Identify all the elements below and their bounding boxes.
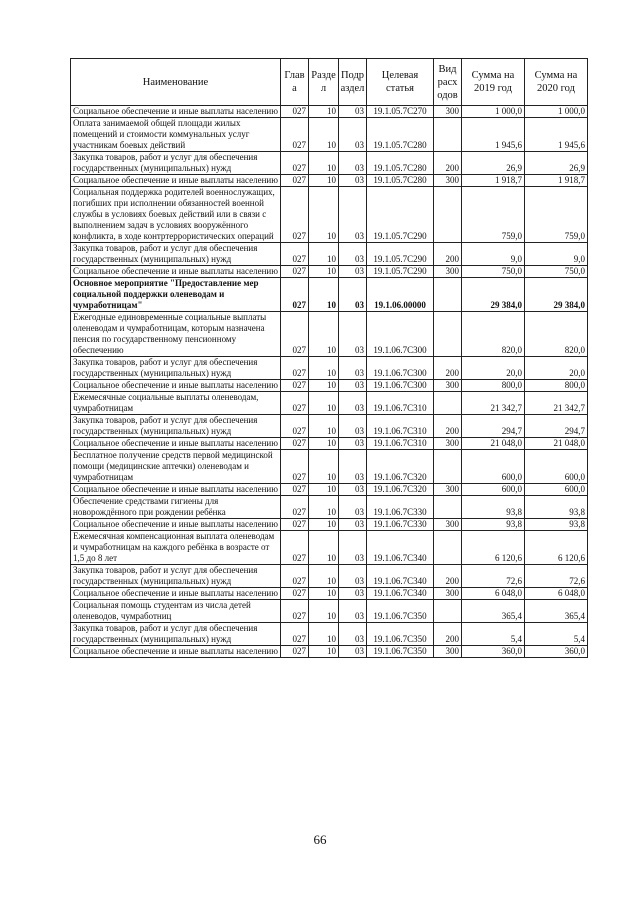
cell-vid: 300 <box>434 106 462 118</box>
table-row <box>71 175 588 187</box>
cell-sum-2019: 759,0 <box>462 187 525 243</box>
cell-target: 19.1.05.7С280 <box>367 152 434 175</box>
cell-vid <box>434 450 462 484</box>
cell-podrazdel: 03 <box>339 243 367 266</box>
cell-sum-2019: 1 000,0 <box>462 106 525 118</box>
table-row <box>71 438 588 450</box>
cell-vid <box>434 496 462 519</box>
cell-razdel: 10 <box>309 484 339 496</box>
table-row <box>71 392 588 415</box>
cell-vid <box>434 392 462 415</box>
cell-target: 19.1.06.7С310 <box>367 392 434 415</box>
cell-razdel: 10 <box>309 175 339 187</box>
cell-podrazdel: 03 <box>339 646 367 658</box>
cell-name: Социальное обеспечение и иные выплаты населению <box>71 175 281 187</box>
header-name: Наименование <box>71 59 281 106</box>
cell-podrazdel: 03 <box>339 357 367 380</box>
table-row <box>71 496 588 519</box>
cell-sum-2019: 21 342,7 <box>462 392 525 415</box>
cell-sum-2020: 820,0 <box>525 312 588 357</box>
cell-glava: 027 <box>281 243 309 266</box>
cell-target: 19.1.05.7С290 <box>367 243 434 266</box>
cell-sum-2020: 365,4 <box>525 600 588 623</box>
cell-name: Бесплатное получение средств первой медицинской помощи (медицинские аптечки) оленеводам и чумработницам <box>71 450 281 484</box>
table-row <box>71 380 588 392</box>
cell-sum-2019: 93,8 <box>462 519 525 531</box>
cell-name: Ежемесячные социальные выплаты оленеводам, чумработницам <box>71 392 281 415</box>
cell-sum-2019: 21 048,0 <box>462 438 525 450</box>
cell-razdel: 10 <box>309 187 339 243</box>
page-number: 66 <box>313 832 327 847</box>
cell-glava: 027 <box>281 266 309 278</box>
cell-sum-2019: 600,0 <box>462 484 525 496</box>
table-row <box>71 588 588 600</box>
header-sum-2019: Сумма на 2019 год <box>462 59 525 106</box>
cell-sum-2019: 365,4 <box>462 600 525 623</box>
table-row <box>71 152 588 175</box>
cell-sum-2019: 20,0 <box>462 357 525 380</box>
cell-name: Обеспечение средствами гигиены для новорождённого при рождении ребёнка <box>71 496 281 519</box>
cell-target: 19.1.06.7С300 <box>367 357 434 380</box>
cell-podrazdel: 03 <box>339 565 367 588</box>
cell-name: Социальное обеспечение и иные выплаты населению <box>71 106 281 118</box>
table-row <box>71 600 588 623</box>
cell-sum-2019: 360,0 <box>462 646 525 658</box>
cell-name: Основное мероприятие "Предоставление мер социальной поддержки оленеводам и чумработницам" <box>71 278 281 312</box>
table-row <box>71 450 588 484</box>
cell-name: Закупка товаров, работ и услуг для обеспечения государственных (муниципальных) нужд <box>71 152 281 175</box>
cell-name: Социальная поддержка родителей военнослужащих, погибших при исполнении обязанностей военной службы в условиях боевых действий или в связи с выполнением задач в условиях вооружённого конфликта, в ходе контртеррористических операций <box>71 187 281 243</box>
cell-podrazdel: 03 <box>339 392 367 415</box>
cell-vid: 200 <box>434 623 462 646</box>
cell-vid <box>434 118 462 152</box>
cell-sum-2020: 26,9 <box>525 152 588 175</box>
cell-sum-2019: 5,4 <box>462 623 525 646</box>
cell-glava: 027 <box>281 312 309 357</box>
cell-glava: 027 <box>281 519 309 531</box>
cell-glava: 027 <box>281 623 309 646</box>
cell-razdel: 10 <box>309 588 339 600</box>
cell-name: Закупка товаров, работ и услуг для обеспечения государственных (муниципальных) нужд <box>71 415 281 438</box>
cell-target: 19.1.06.7С320 <box>367 450 434 484</box>
cell-razdel: 10 <box>309 496 339 519</box>
cell-razdel: 10 <box>309 392 339 415</box>
header-podrazdel: Подр аздел <box>339 59 367 106</box>
cell-name: Социальное обеспечение и иные выплаты населению <box>71 484 281 496</box>
cell-name: Ежегодные единовременные социальные выплаты оленеводам и чумработницам, которым назначена пенсия по государственному пенсионному обеспечению <box>71 312 281 357</box>
cell-sum-2019: 9,0 <box>462 243 525 266</box>
cell-podrazdel: 03 <box>339 531 367 565</box>
cell-sum-2019: 6 120,6 <box>462 531 525 565</box>
cell-podrazdel: 03 <box>339 118 367 152</box>
cell-podrazdel: 03 <box>339 175 367 187</box>
cell-vid <box>434 600 462 623</box>
cell-razdel: 10 <box>309 600 339 623</box>
cell-podrazdel: 03 <box>339 438 367 450</box>
cell-target: 19.1.06.7С330 <box>367 496 434 519</box>
cell-razdel: 10 <box>309 312 339 357</box>
table-row <box>71 565 588 588</box>
cell-razdel: 10 <box>309 646 339 658</box>
cell-glava: 027 <box>281 380 309 392</box>
cell-glava: 027 <box>281 588 309 600</box>
cell-target: 19.1.05.7С270 <box>367 106 434 118</box>
cell-razdel: 10 <box>309 415 339 438</box>
cell-sum-2019: 26,9 <box>462 152 525 175</box>
cell-podrazdel: 03 <box>339 623 367 646</box>
cell-podrazdel: 03 <box>339 484 367 496</box>
cell-glava: 027 <box>281 484 309 496</box>
table-row <box>71 312 588 357</box>
cell-name: Ежемесячная компенсационная выплата оленеводам и чумработницам на каждого ребёнка в возрасте от 1,5 до 8 лет <box>71 531 281 565</box>
cell-sum-2020: 5,4 <box>525 623 588 646</box>
table-row <box>71 415 588 438</box>
cell-razdel: 10 <box>309 519 339 531</box>
cell-razdel: 10 <box>309 531 339 565</box>
cell-razdel: 10 <box>309 357 339 380</box>
cell-razdel: 10 <box>309 565 339 588</box>
cell-sum-2020: 9,0 <box>525 243 588 266</box>
cell-target: 19.1.06.00000 <box>367 278 434 312</box>
cell-sum-2020: 93,8 <box>525 519 588 531</box>
cell-sum-2020: 21 048,0 <box>525 438 588 450</box>
cell-target: 19.1.05.7С290 <box>367 187 434 243</box>
cell-glava: 027 <box>281 152 309 175</box>
cell-vid <box>434 531 462 565</box>
cell-razdel: 10 <box>309 266 339 278</box>
cell-sum-2019: 750,0 <box>462 266 525 278</box>
cell-podrazdel: 03 <box>339 415 367 438</box>
cell-sum-2020: 72,6 <box>525 565 588 588</box>
cell-podrazdel: 03 <box>339 278 367 312</box>
table-body <box>71 106 588 658</box>
cell-sum-2020: 21 342,7 <box>525 392 588 415</box>
table-row <box>71 187 588 243</box>
header-vid: Вид расх одов <box>434 59 462 106</box>
cell-razdel: 10 <box>309 243 339 266</box>
cell-podrazdel: 03 <box>339 496 367 519</box>
cell-target: 19.1.06.7С310 <box>367 415 434 438</box>
cell-sum-2020: 1 945,6 <box>525 118 588 152</box>
cell-target: 19.1.06.7С300 <box>367 380 434 392</box>
table-row <box>71 106 588 118</box>
table-row <box>71 278 588 312</box>
cell-razdel: 10 <box>309 152 339 175</box>
cell-sum-2019: 1 918,7 <box>462 175 525 187</box>
cell-glava: 027 <box>281 531 309 565</box>
cell-target: 19.1.06.7С300 <box>367 312 434 357</box>
cell-podrazdel: 03 <box>339 519 367 531</box>
cell-vid: 300 <box>434 438 462 450</box>
cell-podrazdel: 03 <box>339 600 367 623</box>
cell-name: Социальное обеспечение и иные выплаты населению <box>71 438 281 450</box>
cell-glava: 027 <box>281 450 309 484</box>
cell-podrazdel: 03 <box>339 588 367 600</box>
cell-razdel: 10 <box>309 118 339 152</box>
cell-sum-2020: 6 120,6 <box>525 531 588 565</box>
cell-sum-2019: 72,6 <box>462 565 525 588</box>
cell-name: Закупка товаров, работ и услуг для обеспечения государственных (муниципальных) нужд <box>71 357 281 380</box>
cell-sum-2020: 360,0 <box>525 646 588 658</box>
cell-vid <box>434 278 462 312</box>
cell-sum-2019: 1 945,6 <box>462 118 525 152</box>
cell-vid <box>434 312 462 357</box>
cell-name: Социальное обеспечение и иные выплаты населению <box>71 646 281 658</box>
cell-target: 19.1.05.7С280 <box>367 175 434 187</box>
cell-vid: 300 <box>434 519 462 531</box>
cell-sum-2019: 820,0 <box>462 312 525 357</box>
cell-sum-2019: 294,7 <box>462 415 525 438</box>
cell-vid: 300 <box>434 266 462 278</box>
table-row <box>71 519 588 531</box>
cell-vid: 200 <box>434 357 462 380</box>
cell-sum-2020: 800,0 <box>525 380 588 392</box>
cell-sum-2020: 93,8 <box>525 496 588 519</box>
cell-target: 19.1.06.7С340 <box>367 588 434 600</box>
cell-glava: 027 <box>281 496 309 519</box>
cell-vid: 200 <box>434 152 462 175</box>
cell-sum-2020: 759,0 <box>525 187 588 243</box>
cell-target: 19.1.06.7С350 <box>367 646 434 658</box>
cell-vid: 300 <box>434 646 462 658</box>
cell-name: Социальное обеспечение и иные выплаты населению <box>71 588 281 600</box>
cell-podrazdel: 03 <box>339 106 367 118</box>
cell-podrazdel: 03 <box>339 450 367 484</box>
cell-glava: 027 <box>281 438 309 450</box>
header-razdel: Разде л <box>309 59 339 106</box>
budget-table <box>70 58 588 658</box>
cell-target: 19.1.06.7С340 <box>367 565 434 588</box>
cell-sum-2020: 1 000,0 <box>525 106 588 118</box>
cell-sum-2020: 20,0 <box>525 357 588 380</box>
cell-glava: 027 <box>281 392 309 415</box>
cell-target: 19.1.06.7С350 <box>367 623 434 646</box>
cell-vid: 300 <box>434 588 462 600</box>
table-row <box>71 266 588 278</box>
cell-name: Социальное обеспечение и иные выплаты населению <box>71 380 281 392</box>
cell-glava: 027 <box>281 415 309 438</box>
cell-vid: 300 <box>434 484 462 496</box>
table-row <box>71 243 588 266</box>
cell-podrazdel: 03 <box>339 312 367 357</box>
cell-podrazdel: 03 <box>339 380 367 392</box>
cell-target: 19.1.05.7С280 <box>367 118 434 152</box>
cell-sum-2020: 6 048,0 <box>525 588 588 600</box>
cell-glava: 027 <box>281 646 309 658</box>
cell-podrazdel: 03 <box>339 152 367 175</box>
table-row <box>71 531 588 565</box>
table-row <box>71 646 588 658</box>
table-header-row <box>71 59 588 106</box>
cell-razdel: 10 <box>309 623 339 646</box>
cell-sum-2019: 600,0 <box>462 450 525 484</box>
cell-glava: 027 <box>281 278 309 312</box>
cell-glava: 027 <box>281 118 309 152</box>
cell-target: 19.1.06.7С310 <box>367 438 434 450</box>
cell-sum-2019: 6 048,0 <box>462 588 525 600</box>
cell-sum-2019: 800,0 <box>462 380 525 392</box>
cell-name: Закупка товаров, работ и услуг для обеспечения государственных (муниципальных) нужд <box>71 565 281 588</box>
cell-name: Закупка товаров, работ и услуг для обеспечения государственных (муниципальных) нужд <box>71 243 281 266</box>
cell-vid: 300 <box>434 175 462 187</box>
cell-razdel: 10 <box>309 438 339 450</box>
cell-target: 19.1.06.7С320 <box>367 484 434 496</box>
cell-vid <box>434 187 462 243</box>
cell-glava: 027 <box>281 187 309 243</box>
cell-target: 19.1.06.7С350 <box>367 600 434 623</box>
header-target: Целевая статья <box>367 59 434 106</box>
cell-sum-2020: 1 918,7 <box>525 175 588 187</box>
header-glava: Глав а <box>281 59 309 106</box>
cell-sum-2020: 600,0 <box>525 484 588 496</box>
cell-vid: 300 <box>434 380 462 392</box>
cell-sum-2020: 750,0 <box>525 266 588 278</box>
cell-vid: 200 <box>434 415 462 438</box>
cell-podrazdel: 03 <box>339 266 367 278</box>
cell-vid: 200 <box>434 243 462 266</box>
cell-razdel: 10 <box>309 278 339 312</box>
cell-glava: 027 <box>281 565 309 588</box>
cell-sum-2019: 93,8 <box>462 496 525 519</box>
table-row <box>71 484 588 496</box>
cell-sum-2020: 600,0 <box>525 450 588 484</box>
cell-razdel: 10 <box>309 380 339 392</box>
cell-name: Социальное обеспечение и иные выплаты населению <box>71 519 281 531</box>
header-sum-2020: Сумма на 2020 год <box>525 59 588 106</box>
cell-name: Закупка товаров, работ и услуг для обеспечения государственных (муниципальных) нужд <box>71 623 281 646</box>
cell-glava: 027 <box>281 175 309 187</box>
cell-razdel: 10 <box>309 450 339 484</box>
cell-name: Оплата занимаемой общей площади жилых помещений и стоимости коммунальных услуг участникам боевых действий <box>71 118 281 152</box>
table-row <box>71 118 588 152</box>
cell-sum-2019: 29 384,0 <box>462 278 525 312</box>
cell-razdel: 10 <box>309 106 339 118</box>
cell-glava: 027 <box>281 600 309 623</box>
cell-name: Социальное обеспечение и иные выплаты населению <box>71 266 281 278</box>
cell-target: 19.1.06.7С340 <box>367 531 434 565</box>
cell-sum-2020: 29 384,0 <box>525 278 588 312</box>
cell-sum-2020: 294,7 <box>525 415 588 438</box>
table-row <box>71 357 588 380</box>
cell-vid: 200 <box>434 565 462 588</box>
cell-glava: 027 <box>281 106 309 118</box>
cell-target: 19.1.05.7С290 <box>367 266 434 278</box>
cell-podrazdel: 03 <box>339 187 367 243</box>
cell-name: Социальная помощь студентам из числа детей оленеводов, чумработниц <box>71 600 281 623</box>
cell-glava: 027 <box>281 357 309 380</box>
table-row <box>71 623 588 646</box>
cell-target: 19.1.06.7С330 <box>367 519 434 531</box>
